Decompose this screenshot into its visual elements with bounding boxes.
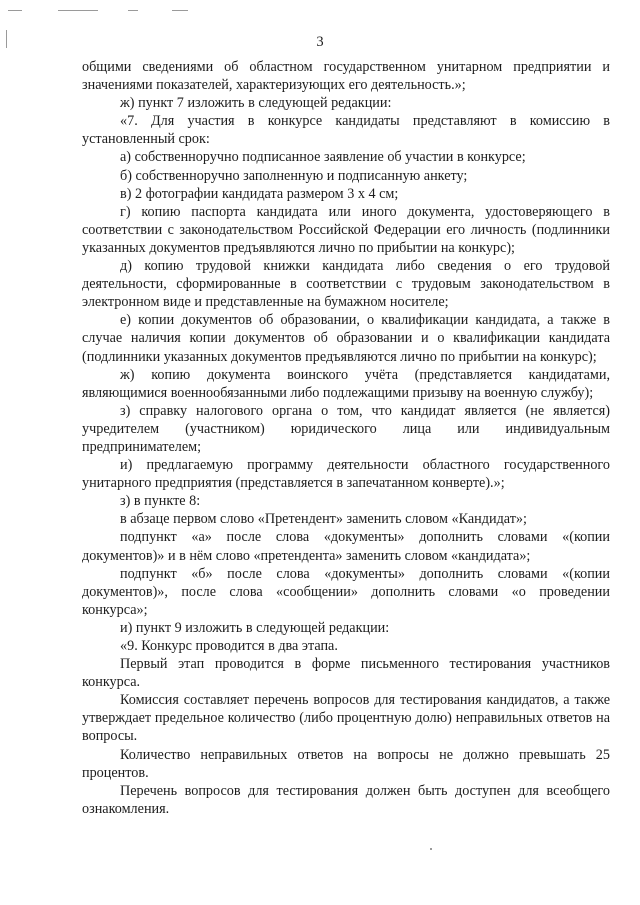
document-body — [82, 58, 610, 818]
paragraph: а) собственноручно подписанное заявление об участии в конкурсе; — [120, 149, 526, 166]
paragraph: общими сведениями об областном государственном унитарном предприятии и значениями показателей, характеризующих его деятельность.»; — [82, 59, 610, 94]
scan-artifact — [58, 10, 98, 11]
paragraph: ж) пункт 7 изложить в следующей редакции: — [120, 95, 392, 112]
scan-artifact — [172, 10, 188, 11]
paragraph: Первый этап проводится в форме письменного тестирования участников конкурса. — [82, 656, 610, 691]
paragraph: подпункт «б» после слова «документы» дополнить словами «(копии документов)», после слова «сообщении» дополнить словами «о проведении конкурса»; — [82, 565, 610, 618]
paragraph: Количество неправильных ответов на вопросы не должно превышать 25 процентов. — [82, 746, 610, 781]
scan-artifact — [8, 10, 22, 11]
scan-artifact — [128, 10, 138, 11]
paragraph: г) копию паспорта кандидата или иного документа, удостоверяющего в соответствии с законодательством Российской Федерации его личность (подлинники указанных документов предъявляются лично по прибытии на конкурс); — [82, 203, 610, 256]
paragraph: в) 2 фотографии кандидата размером 3 х 4 см; — [120, 185, 399, 202]
paragraph: е) копии документов об образовании, о квалификации кандидата, а также в случае наличия копии документов об образовании и о квалификации кандидата (подлинники указанных документов предъявляются лично по прибытии на конкурс); — [82, 312, 610, 365]
paragraph: б) собственноручно заполненную и подписанную анкету; — [120, 167, 468, 184]
paragraph: д) копию трудовой книжки кандидата либо сведения о его трудовой деятельности, сформированные в соответствии с трудовым законодательством в электронном виде и представленные на бумажном носителе; — [82, 258, 610, 311]
paragraph: Комиссия составляет перечень вопросов для тестирования кандидатов, а также утверждает предельное количество (либо процентную долю) неправильных ответов на вопросы. — [82, 692, 610, 745]
paragraph: ж) копию документа воинского учёта (представляется кандидатами, являющимися военнообязанными либо подлежащими призыву на военную службу); — [82, 366, 610, 401]
paragraph: и) пункт 9 изложить в следующей редакции: — [120, 619, 390, 636]
scan-artifact — [430, 848, 432, 850]
paragraph: з) в пункте 8: — [120, 493, 201, 510]
paragraph: подпункт «а» после слова «документы» дополнить словами «(копии документов)» и в нём слово «претендента» заменить словом «кандидата»; — [82, 529, 610, 564]
page-number: 3 — [316, 34, 324, 50]
paragraph: Перечень вопросов для тестирования должен быть доступен для всеобщего ознакомления. — [82, 782, 610, 817]
paragraph: «9. Конкурс проводится в два этапа. — [120, 638, 338, 654]
paragraph: «7. Для участия в конкурсе кандидаты представляют в комиссию в установленный срок: — [82, 113, 610, 148]
paragraph: в абзаце первом слово «Претендент» заменить словом «Кандидат»; — [120, 511, 527, 528]
paragraph: и) предлагаемую программу деятельности областного государственного унитарного предприятия (представляется в запечатанном конверте).»; — [82, 457, 610, 492]
paragraph: з) справку налогового органа о том, что кандидат является (не является) учредителем (участником) юридического лица или индивидуальным предпринимателем; — [82, 402, 610, 455]
